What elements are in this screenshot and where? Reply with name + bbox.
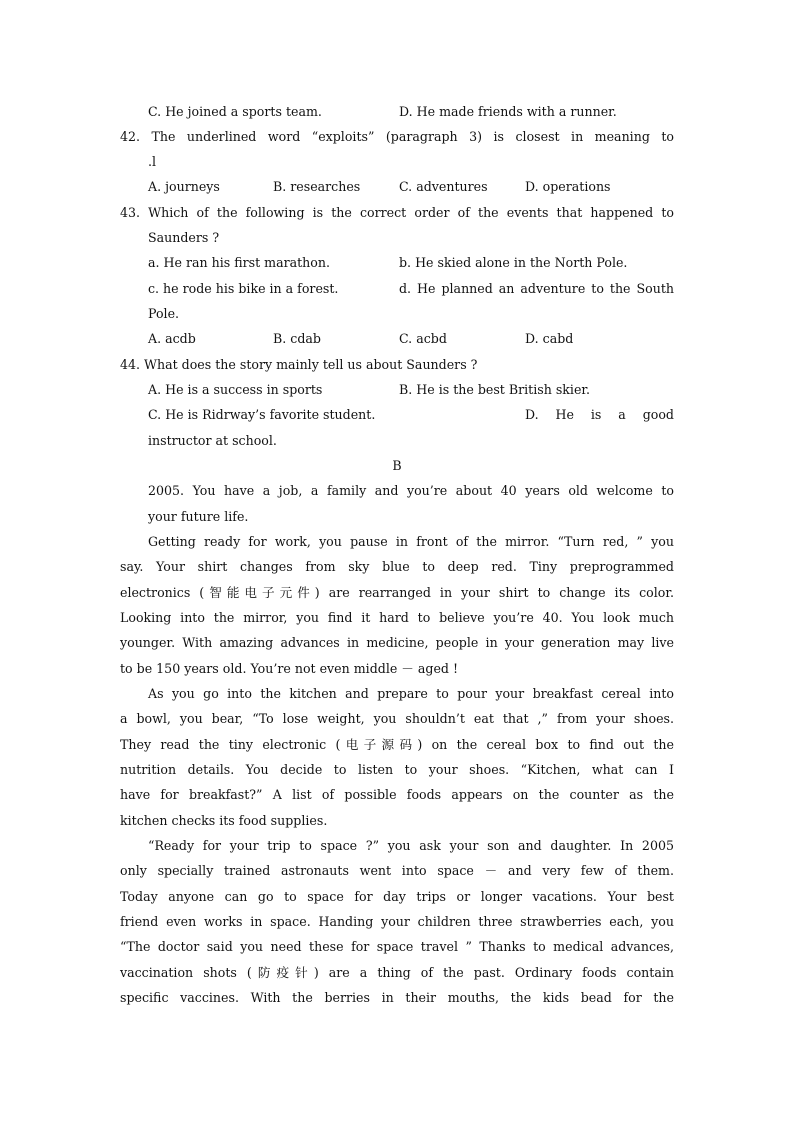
p2-line: nutrition details. You decide to listen to your shoes. “Kitchen, what can I <box>120 762 674 777</box>
passage-b-intro-continued: your future life. <box>148 509 249 524</box>
p3-line: specific vaccines. With the berries in their mouths, the kids bead for the <box>120 990 674 1005</box>
p2-line: a bowl, you bear, “To lose weight, you shouldn’t eat that ,” from your shoes. <box>120 711 674 726</box>
p2-line: kitchen checks its food supplies. <box>120 813 328 828</box>
passage-b-heading: B <box>392 458 402 473</box>
p3-line: “The doctor said you need these for space travel ” Thanks to medical advances, <box>120 939 674 954</box>
q44-option-d-continued: instructor at school. <box>148 433 277 448</box>
q42-stem: 42. The underlined word “exploits” (paragraph 3) is closest in meaning to <box>120 129 674 144</box>
p3-line: “Ready for your trip to space ?” you ask your son and daughter. In 2005 <box>148 838 674 853</box>
q43-event-c: c. he rode his bike in a forest. <box>148 281 339 296</box>
q43-option-d: D. cabd <box>525 331 574 346</box>
p3-line: only specially trained astronauts went into space － and very few of them. <box>120 863 674 878</box>
q44-stem: 44. What does the story mainly tell us about Saunders ? <box>120 357 478 372</box>
q43-option-a: A. acdb <box>148 331 196 346</box>
p2-line: As you go into the kitchen and prepare to pour your breakfast cereal into <box>148 686 674 701</box>
q42-option-b: B. researches <box>273 179 361 194</box>
q44-option-b: B. He is the best British skier. <box>399 382 591 397</box>
passage-b-intro: 2005. You have a job, a family and you’re about 40 years old welcome to <box>148 483 674 498</box>
q43-option-c: C. acbd <box>399 331 447 346</box>
q43-option-b: B. cdab <box>273 331 321 346</box>
q41-option-d: D. He made friends with a runner. <box>399 104 617 119</box>
q44-option-a: A. He is a success in sports <box>148 382 323 397</box>
p3-line: Today anyone can go to space for day trips or longer vacations. Your best <box>120 889 674 904</box>
p1-line: Getting ready for work, you pause in front of the mirror. “Turn red, ” you <box>148 534 674 549</box>
p1-line: Looking into the mirror, you find it hard to believe you’re 40. You look much <box>120 610 674 625</box>
q41-option-c: C. He joined a sports team. <box>148 104 322 119</box>
p1-line: electronics (智能电子元件) are rearranged in your shirt to change its color. <box>120 585 674 600</box>
q43-event-a: a. He ran his first marathon. <box>148 255 330 270</box>
p2-line: have for breakfast?” A list of possible foods appears on the counter as the <box>120 787 674 802</box>
q42-option-a: A. journeys <box>148 179 220 194</box>
q44-option-c: C. He is Ridrway’s favorite student. <box>148 407 376 422</box>
q42-option-d: D. operations <box>525 179 611 194</box>
p1-line: say. Your shirt changes from sky blue to deep red. Tiny preprogrammed <box>120 559 674 574</box>
p2-line: They read the tiny electronic (电子源码) on the cereal box to find out the <box>120 737 674 752</box>
q42-stem-continued: .l <box>148 154 157 169</box>
q43-stem-continued: Saunders ? <box>148 230 220 245</box>
q43-stem: 43. Which of the following is the correct order of the events that happened to <box>120 205 674 220</box>
q44-option-d: D. He is a good <box>525 407 674 422</box>
q43-event-d-continued: Pole. <box>148 306 180 321</box>
q42-option-c: C. adventures <box>399 179 488 194</box>
p3-line: vaccination shots (防疫针) are a thing of the past. Ordinary foods contain <box>120 965 674 980</box>
p1-line: to be 150 years old. You’re not even middle － aged ! <box>120 661 459 676</box>
p1-line: younger. With amazing advances in medicine, people in your generation may live <box>120 635 674 650</box>
p3-line: friend even works in space. Handing your children three strawberries each, you <box>120 914 674 929</box>
q43-event-b: b. He skied alone in the North Pole. <box>399 255 628 270</box>
q43-event-d: d. He planned an adventure to the South <box>399 281 674 296</box>
